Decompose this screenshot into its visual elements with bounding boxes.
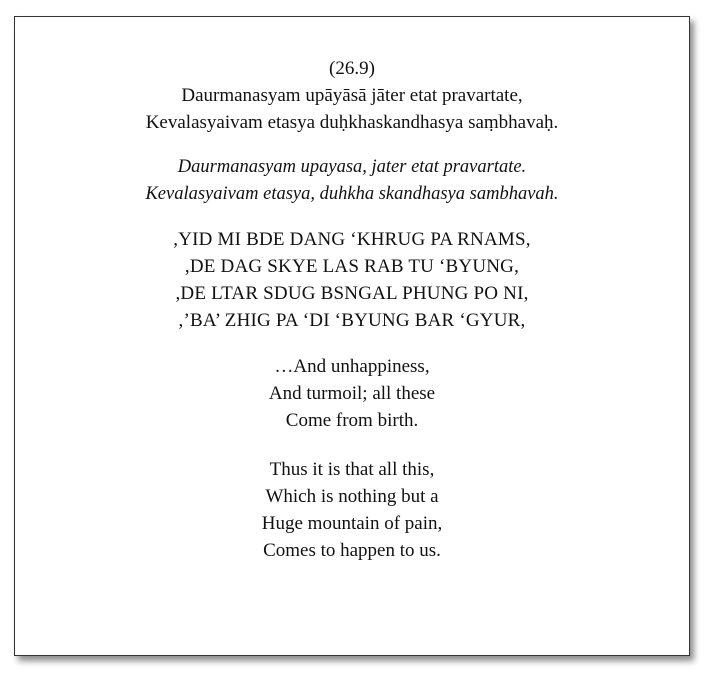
tibetan-line: ,DE LTAR SDUG BSNGAL PHUNG PO NI, [175, 283, 529, 304]
english-line: Huge mountain of pain, [261, 513, 443, 534]
sanskrit-diacritic-block [15, 82, 689, 136]
verse-card [14, 16, 690, 656]
english-line: Thus it is that all this, [269, 459, 435, 480]
verse-number: (26.9) [329, 58, 375, 79]
english-translation-part-1 [15, 353, 689, 434]
english-line: Come from birth. [285, 410, 419, 431]
tibetan-line: ,YID MI BDE DANG ‘KHRUG PA RNAMS, [173, 229, 531, 250]
sanskrit-plain-block [15, 154, 689, 208]
sanskrit-diacritic-line: Kevalasyaivam etasya duḥkhaskandhasya saṃbhavaḥ. [145, 112, 559, 133]
tibetan-line: ,DE DAG SKYE LAS RAB TU ‘BYUNG, [184, 256, 520, 277]
english-line: Which is nothing but a [265, 486, 439, 507]
english-line: And turmoil; all these [268, 383, 436, 404]
tibetan-block [15, 226, 689, 334]
verse-number-block [15, 55, 689, 82]
english-line: Comes to happen to us. [263, 540, 441, 561]
english-line: …And unhappiness, [274, 356, 430, 377]
sanskrit-diacritic-line: Daurmanasyam upāyāsā jāter etat pravartate, [181, 85, 523, 106]
tibetan-line: ,’BA’ ZHIG PA ‘DI ‘BYUNG BAR ‘GYUR, [178, 310, 526, 331]
sanskrit-plain-line: Kevalasyaivam etasya, duhkha skandhasya sambhavah. [145, 184, 559, 204]
english-translation-part-2 [15, 456, 689, 564]
verse-content [15, 55, 689, 564]
sanskrit-plain-line: Daurmanasyam upayasa, jater etat pravartate. [177, 157, 527, 177]
